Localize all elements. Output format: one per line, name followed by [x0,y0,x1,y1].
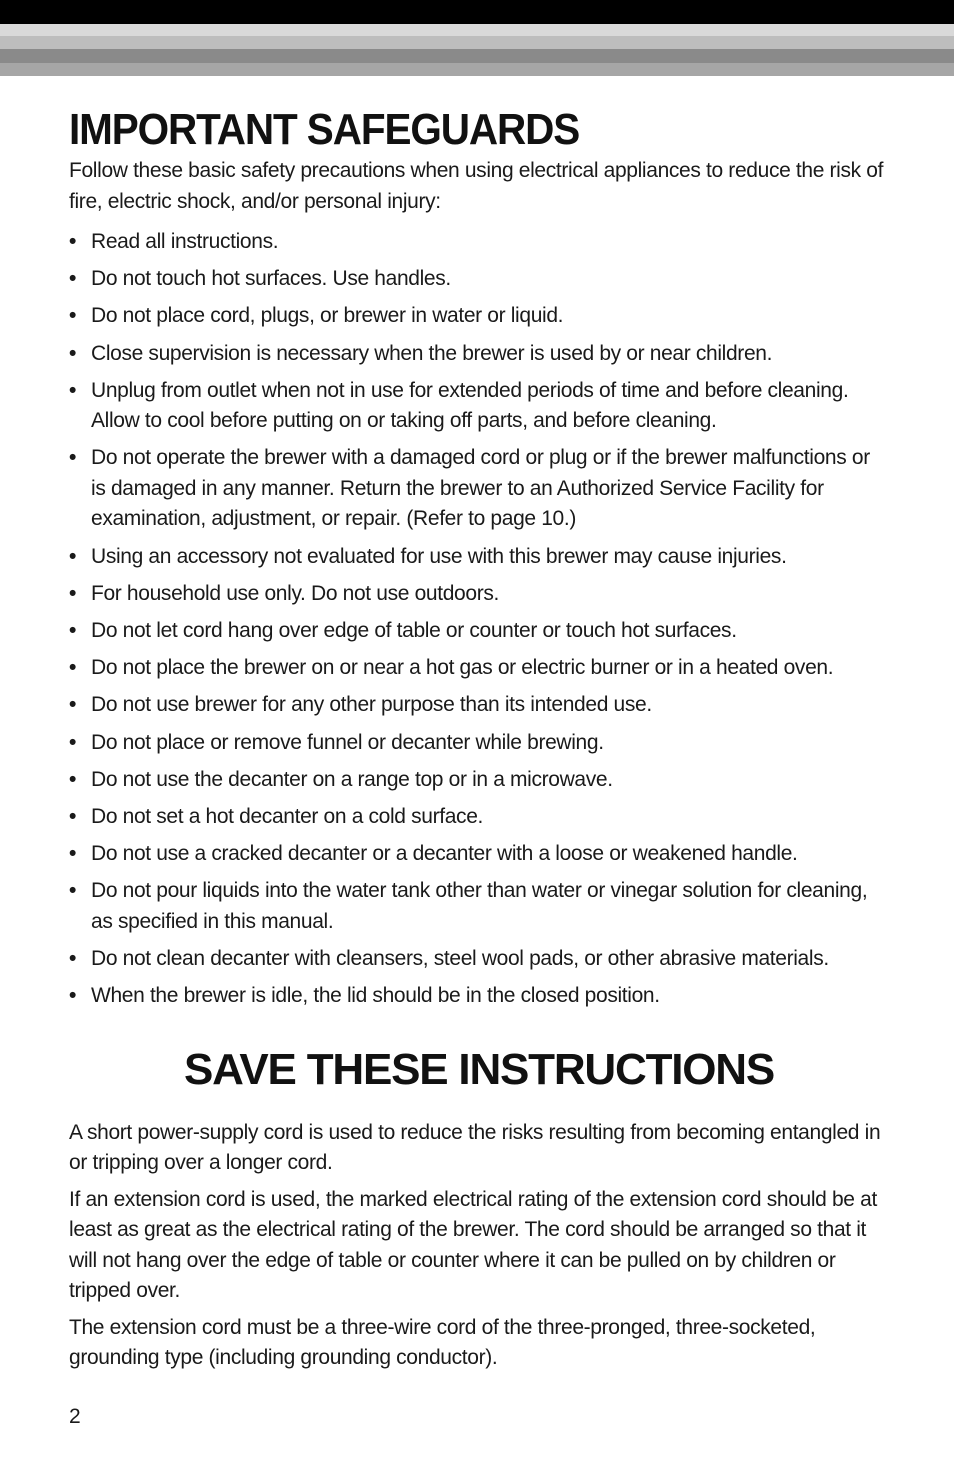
bullet: • [69,619,77,642]
list-item-text: Close supervision is necessary when the brewer is used by or near children. [91,341,773,365]
list-item-text: Unplug from outlet when not in use for extended periods of time and before cleaning. Allow to cool before putting on or taking off parts, and before cleaning. [91,378,849,433]
list-item-text: Read all instructions. [91,230,279,253]
list-item [69,876,889,937]
save-instructions-heading: SAVE THESE INSTRUCTIONS [183,1044,775,1094]
bullet: • [69,767,77,791]
bullet: • [69,693,77,717]
bullet: • [69,378,77,402]
list-item [69,653,889,684]
list-item-text: Do not place cord, plugs, or brewer in water or liquid. [91,304,564,328]
header-stripe-mid [0,63,954,76]
bullet: • [69,341,77,365]
bullet: • [69,730,77,754]
safeguards-list [69,227,889,1012]
list-item-text: For household use only. Do not use outdoors. [91,581,499,605]
list-item [69,339,889,370]
list-item-text: Do not let cord hang over edge of table or counter or touch hot surfaces. [91,619,737,642]
intro-paragraph: Follow these basic safety precautions when using electrical appliances to reduce the risk of fire, electric shock, and/or personal injury: [69,159,884,213]
list-item-text: Do not operate the brewer with a damaged cord or plug or if the brewer malfunctions or is damaged in any manner. Return the brewer to an Authorized Service Facility for examination, adjustment, or repair. (Refer to page 10.) [91,446,870,531]
header-stripe-dark [0,49,954,63]
page-title: IMPORTANT SAFEGUARDS [69,105,580,154]
list-item-text: Do not use a cracked decanter or a decanter with a loose or weakened handle. [91,842,798,866]
cord-paragraph: The extension cord must be a three-wire cord of the three-pronged, three-socketed, grounding type (including grounding conductor). [69,1315,816,1370]
bullet: • [69,984,77,1008]
header-stripe-black [0,0,954,24]
list-item-text: Do not clean decanter with cleansers, steel wool pads, or other abrasive materials. [91,947,829,970]
bullet: • [69,230,77,253]
list-item [69,765,889,796]
list-item [69,443,889,535]
list-item-text: When the brewer is idle, the lid should be in the closed position. [91,984,660,1008]
list-item-text: Do not pour liquids into the water tank other than water or vinegar solution for cleaning, as specified in this manual. [91,879,868,933]
list-item-text: Do not place the brewer on or near a hot gas or electric burner or in a heated oven. [91,656,834,680]
bullet: • [69,842,77,866]
bullet: • [69,947,77,970]
header-stripe-silver [0,36,954,49]
bullet: • [69,304,77,328]
page-number: 2 [69,1405,81,1428]
list-item-text: Do not place or remove funnel or decanter while brewing. [91,730,604,754]
list-item [69,579,889,610]
bullet: • [69,656,77,680]
list-item [69,944,889,975]
list-item-text: Using an accessory not evaluated for use with this brewer may cause injuries. [91,544,787,568]
bullet: • [69,879,77,903]
list-item [69,542,889,573]
list-item-text: Do not use brewer for any other purpose than its intended use. [91,693,652,717]
list-item [69,728,889,759]
list-item [69,301,889,332]
bullet: • [69,446,77,470]
cord-paragraph: A short power-supply cord is used to reduce the risks resulting from becoming entangled in or tripping over a longer cord. [69,1120,881,1175]
list-item-text: Do not touch hot surfaces. Use handles. [91,267,451,291]
list-item [69,227,889,258]
bullet: • [69,581,77,605]
list-item-text: Do not use the decanter on a range top or in a microwave. [91,767,613,791]
list-item [69,690,889,721]
bullet: • [69,267,77,291]
list-item [69,981,889,1012]
list-item [69,376,889,437]
bullet: • [69,804,77,828]
list-item-text: Do not set a hot decanter on a cold surface. [91,804,484,828]
list-item [69,802,889,833]
list-item [69,839,889,870]
list-item [69,616,889,647]
header-stripes [0,0,954,76]
cord-paragraph: If an extension cord is used, the marked electrical rating of the extension cord should be at least as great as the electrical rating of the brewer. The cord should be arranged so that it will not hang over the edge of table or counter where it can be pulled on by children or tripped over. [69,1187,877,1303]
page-content [69,104,889,1374]
header-stripe-light [0,24,954,36]
bullet: • [69,544,77,568]
list-item [69,264,889,295]
